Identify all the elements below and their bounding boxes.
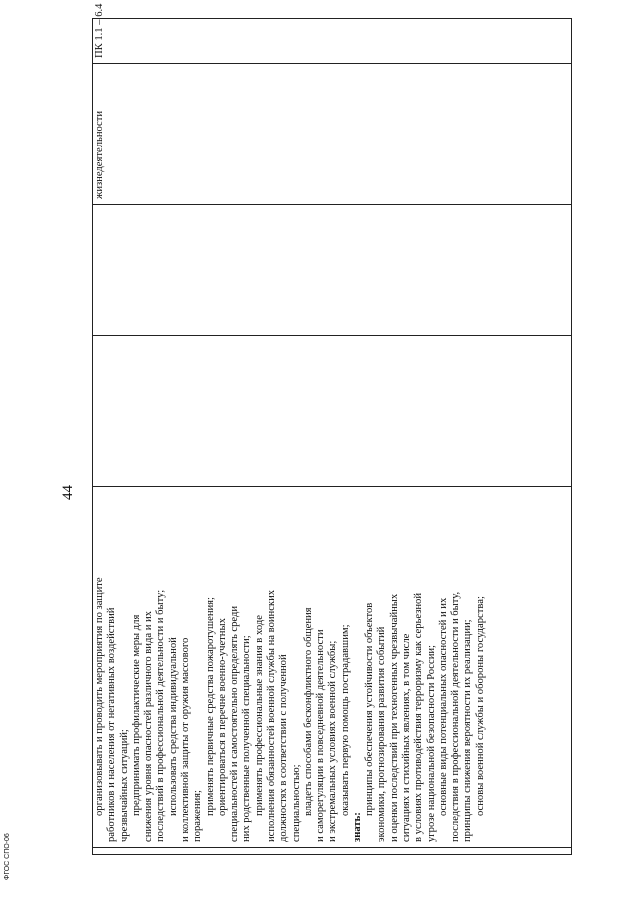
content-line: и оценки последствий при техногенных чрезвычайных	[388, 593, 400, 842]
content-line: последствий в профессиональной деятельности и быту;	[155, 589, 167, 842]
content-line: принципы обеспечения устойчивости объектов	[364, 602, 376, 816]
table-row	[93, 19, 572, 855]
rotated-page	[92, 3, 612, 855]
content-line: предпринимать профилактические меры для	[130, 614, 142, 816]
content-line: последствия в профессиональной деятельности и быту,	[450, 591, 462, 842]
content-line: снижения уровня опасностей различного вида и их	[143, 611, 155, 842]
content-line: владеть способами бесконфликтного общения	[302, 607, 314, 816]
page-number: 44	[60, 485, 76, 500]
content-line: оказывать первую помощь пострадавшим;	[339, 624, 351, 816]
content-line: угрозе национальной безопасности России;	[425, 645, 437, 842]
content-line: специальностью;	[290, 764, 302, 842]
content-line: специальностей и самостоятельно определять среди	[229, 605, 241, 842]
content-line: принципы снижения вероятности их реализации;	[462, 619, 474, 842]
hours-cell	[93, 205, 572, 336]
content-line: и саморегуляции в повседневной деятельности	[315, 629, 327, 842]
content-line: работников и населения от негативных воздействий	[106, 607, 118, 842]
content-line: в условиях противодействия терроризму как серьезной	[413, 592, 425, 842]
content-line: ситуациях и стихийных явлениях, в том числе	[401, 633, 413, 842]
content-line: исполнения обязанностей военной службы на воинских	[265, 589, 277, 842]
content-line: использовать средства индивидуальной	[167, 637, 179, 816]
content-line: ориентироваться в перечне военно-учетных	[216, 618, 228, 816]
content-line: них родственные полученной специальности;	[241, 635, 253, 842]
content-line: знать:	[351, 812, 363, 842]
content-line: организовывать и проводить мероприятия по защите	[94, 577, 105, 816]
content-line: и экстремальных условиях военной службы;	[327, 640, 339, 842]
index-cell	[93, 848, 572, 855]
hours-max-cell	[93, 336, 572, 487]
discipline-label: жизнедеятельности	[94, 110, 105, 199]
competence-cell	[93, 3, 572, 64]
content-line: чрезвычайных ситуаций;	[118, 729, 130, 842]
content-line: применять профессиональные знания в ходе	[253, 615, 265, 816]
content-line: основы военной службы и обороны государства;	[474, 596, 486, 816]
footer-code: ФГОС СПО-06	[4, 833, 11, 880]
content-line: и коллективной защиты от оружия массового	[179, 637, 191, 842]
content-line: основные виды потенциальных опасностей и их	[437, 597, 449, 816]
competence-label: ПК 1.1 – 6.4	[94, 3, 105, 58]
content-cell	[93, 487, 572, 848]
standards-table	[92, 3, 572, 855]
content-line: поражения;	[192, 789, 204, 842]
content-line: применять первичные средства пожаротушения;	[204, 597, 216, 816]
discipline-cell	[93, 64, 572, 205]
content-line: должностях в соответствии с полученной	[278, 654, 290, 842]
content-line: экономики, прогнозирования развития событий	[376, 626, 388, 842]
